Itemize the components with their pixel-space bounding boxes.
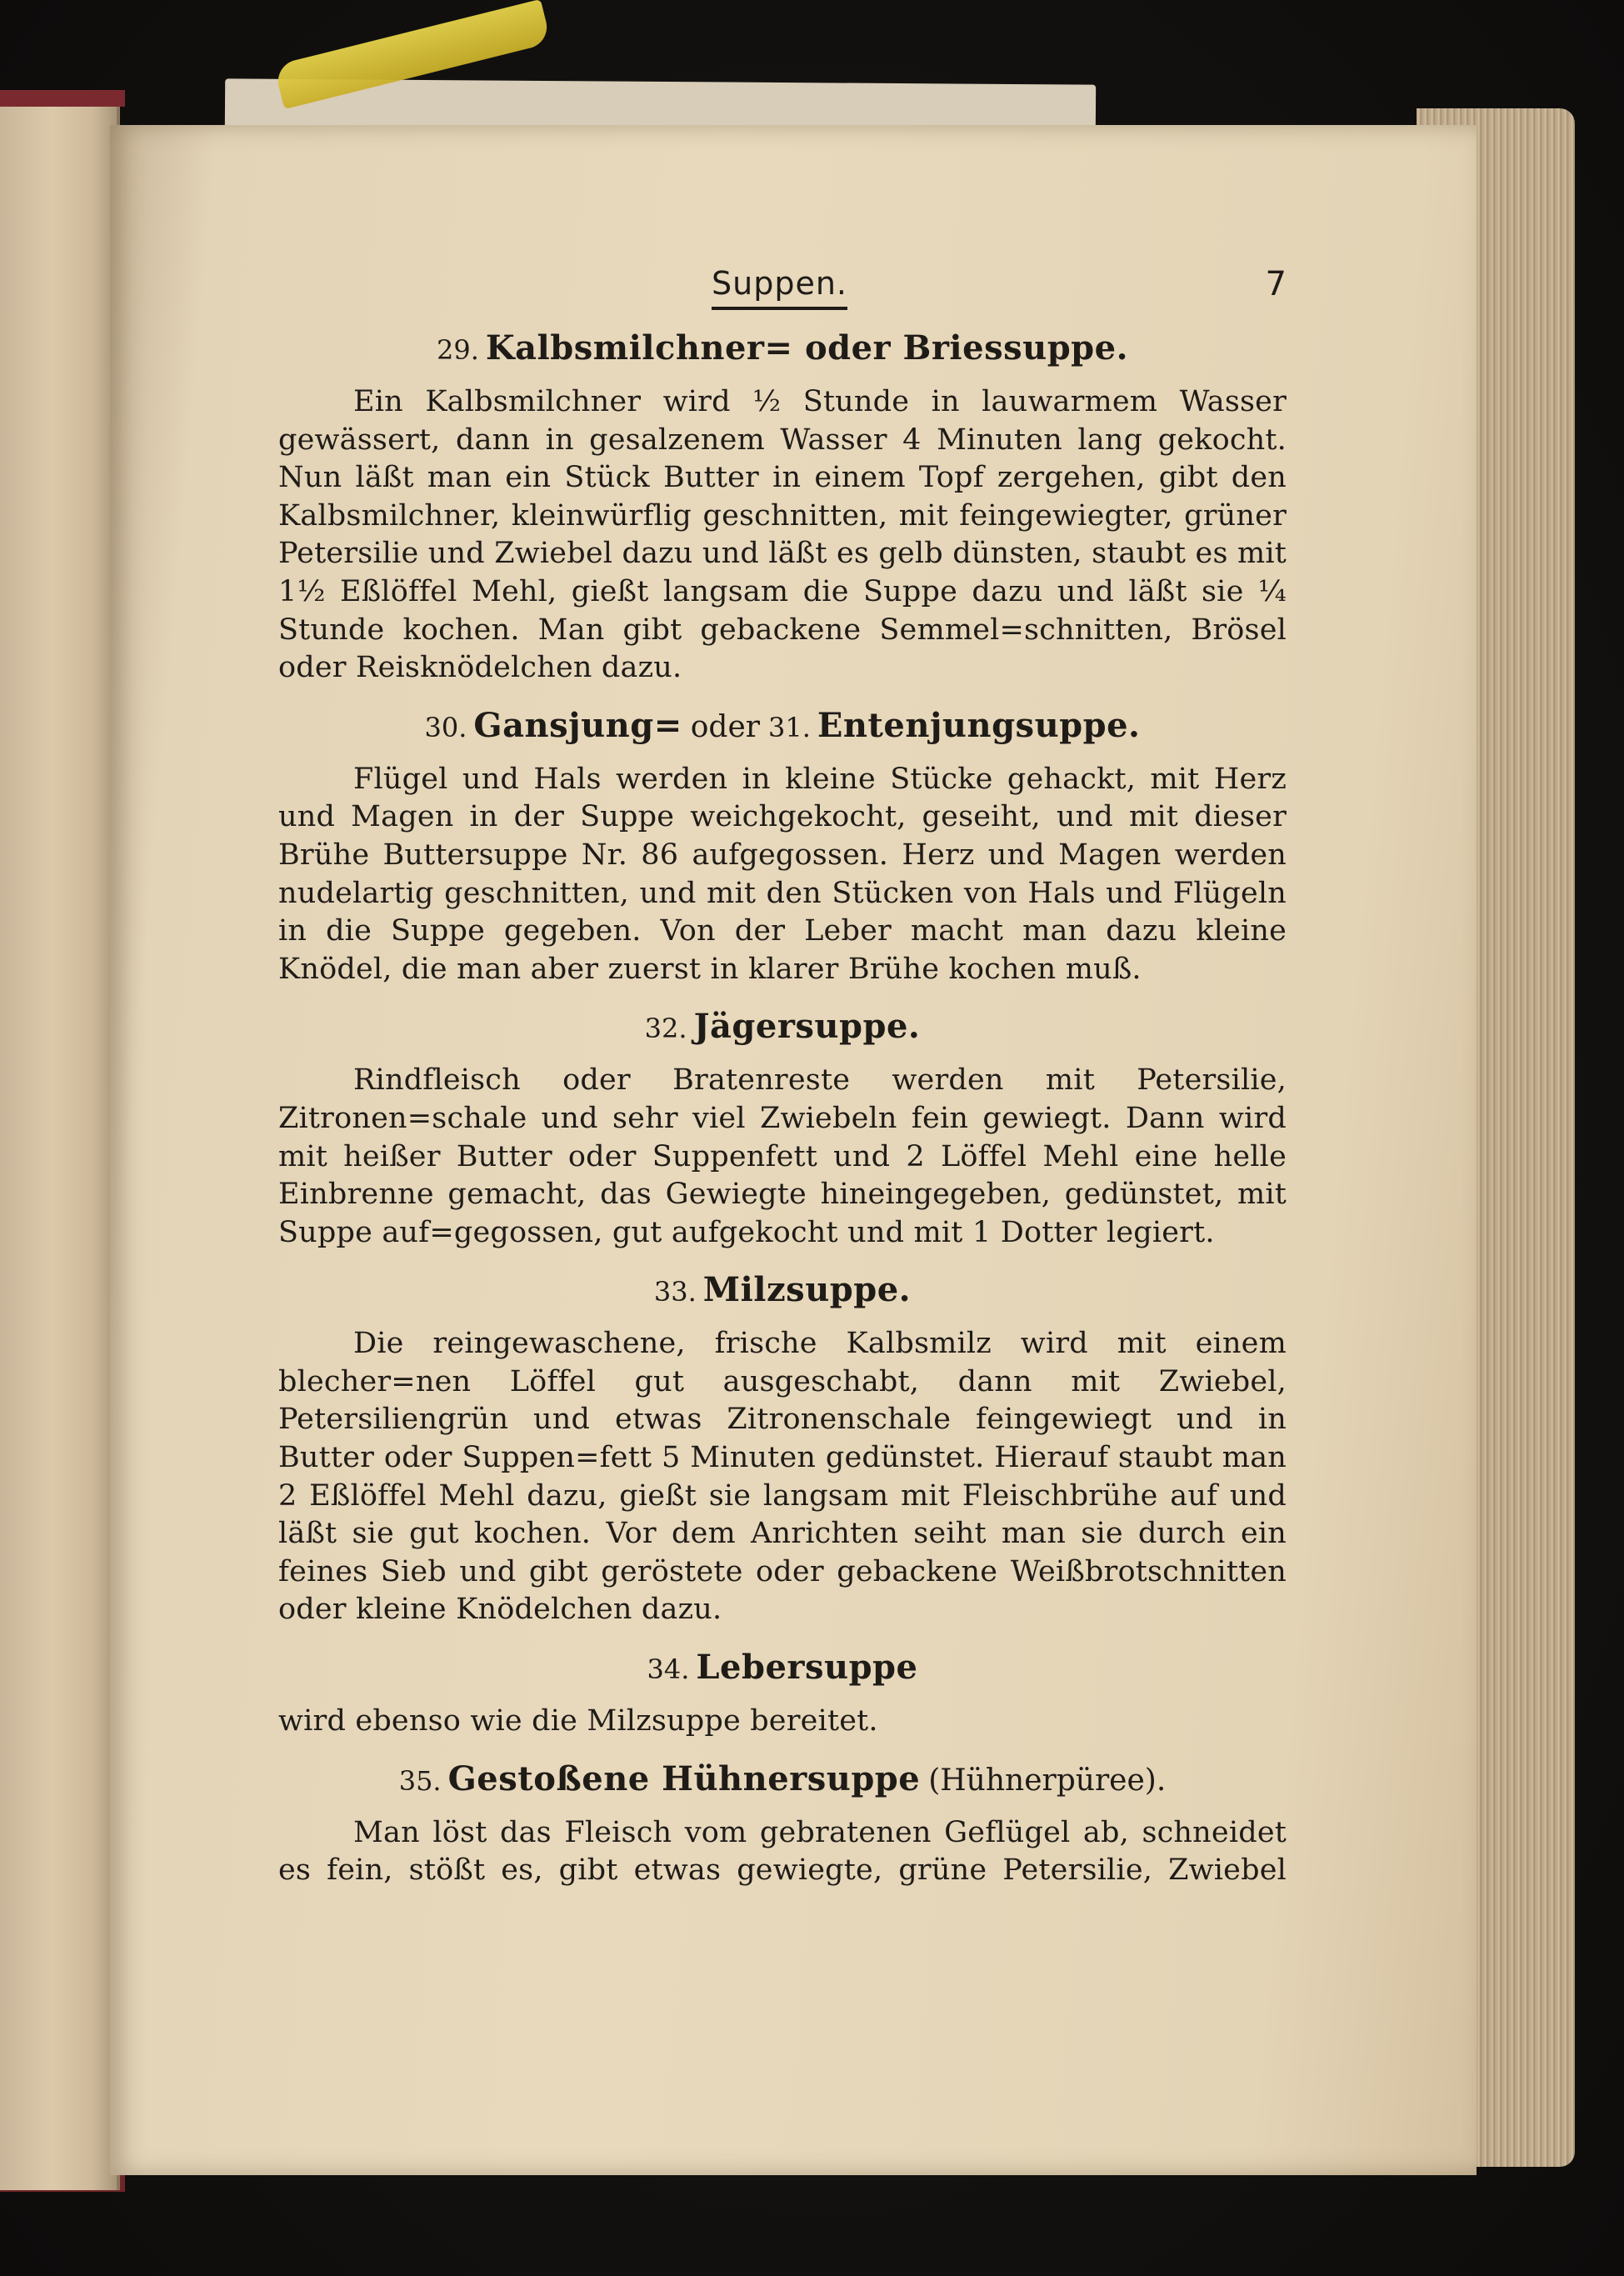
recipe-number: 33. (653, 1276, 697, 1308)
recipe-number: 29. (436, 334, 479, 366)
facing-page-edge (0, 107, 120, 2190)
running-head (278, 250, 1287, 317)
recipe-number: 32. (644, 1013, 687, 1045)
recipe-text: Man löst das Fleisch vom gebratenen Geflügel ab, schneidet es fein, stößt es, gibt etwas gewiegte, grüne Petersilie, Zwiebel (278, 1815, 1287, 1888)
recipe-heading (278, 703, 1287, 751)
page-number: 7 (1265, 265, 1287, 303)
running-head-title: Suppen. (712, 265, 847, 310)
recipe-35 (278, 1756, 1287, 1890)
recipe-title: Gansjung= (473, 705, 682, 745)
recipe-text: Die reingewaschene, frische Kalbsmilz wird mit einem blecher=nen Löffel gut ausgeschabt, dann mit Zwiebel, Petersiliengrün und etwas Zitronenschale feingewiegt und in Butter oder Suppen=fett 5 Minuten gedünstet. Hierauf staubt man 2 Eßlöffel Mehl dazu, gießt sie langsam mit Fleischbrühe auf und läßt sie gut kochen. Vor dem Anrichten seiht man sie durch ein feines Sieb und gibt geröstete oder gebackene Weißbrotschnitten oder kleine Knödelchen dazu. (278, 1327, 1287, 1627)
recipe-heading (278, 1756, 1287, 1804)
recipe-title: Milzsuppe. (702, 1270, 912, 1310)
recipe-heading (278, 1267, 1287, 1315)
recipe-title: Gestoßene Hühnersuppe (447, 1758, 921, 1798)
recipe-number-second: 31. (767, 711, 811, 743)
recipe-title: Lebersuppe (696, 1648, 918, 1688)
recipe-29 (278, 325, 1287, 688)
recipe-heading (278, 1003, 1287, 1052)
recipe-32 (278, 1003, 1287, 1252)
recipe-text: wird ebenso wie die Milzsuppe bereitet. (278, 1704, 878, 1738)
recipe-title: Jägersuppe. (693, 1007, 921, 1047)
left-binding-edge (0, 90, 125, 107)
recipe-30-31 (278, 703, 1287, 989)
recipe-34 (278, 1644, 1287, 1741)
recipe-number: 34. (647, 1653, 690, 1686)
recipe-heading (278, 1644, 1287, 1693)
recipe-number: 35. (398, 1764, 442, 1797)
recipe-connector: oder (690, 709, 760, 744)
recipe-title-note: (Hühnerpüree). (928, 1763, 1167, 1798)
recipe-title: Kalbsmilchner= oder Briessuppe. (485, 328, 1128, 368)
recipe-text: Ein Kalbsmilchner wird ½ Stunde in lauwarmem Wasser gewässert, dann in gesalzenem Wasser 4 Minuten lang gekocht. Nun läßt man ein Stück Butter in einem Topf zergehen, gibt den Kalbsmilchner, kleinwürflig geschnitten, mit feingewiegter, grüner Petersilie und Zwiebel dazu und läßt es gelb dünsten, staubt es mit 1½ Eßlöffel Mehl, gießt langsam die Suppe dazu und läßt sie ¼ Stunde kochen. Man gibt gebackene Semmel=schnitten, Brösel oder Reisknödelchen dazu. (278, 385, 1287, 685)
recipe-text: Flügel und Hals werden in kleine Stücke gehackt, mit Herz und Magen in der Suppe weichgekocht, geseiht, und mit dieser Brühe Buttersuppe Nr. 86 aufgegossen. Herz und Magen werden nudelartig geschnitten, und mit den Stücken von Hals und Flügeln in die Suppe gegeben. Von der Leber macht man dazu kleine Knödel, die man aber zuerst in klarer Brühe kochen muß. (278, 762, 1287, 986)
recipe-number: 30. (424, 711, 467, 743)
recipe-heading (278, 325, 1287, 373)
recipe-title-second: Entenjungsuppe. (817, 705, 1141, 745)
recipe-33 (278, 1267, 1287, 1629)
recipe-text: Rindfleisch oder Bratenreste werden mit Petersilie, Zitronen=schale und sehr viel Zwiebeln fein gewiegt. Dann wird mit heißer Butter oder Suppenfett und 2 Löffel Mehl eine helle Einbrenne gemacht, das Gewiegte hineingegeben, gedünstet, mit Suppe auf=gegossen, gut aufgekocht und mit 1 Dotter legiert. (278, 1063, 1287, 1249)
page-content (278, 250, 1287, 1905)
